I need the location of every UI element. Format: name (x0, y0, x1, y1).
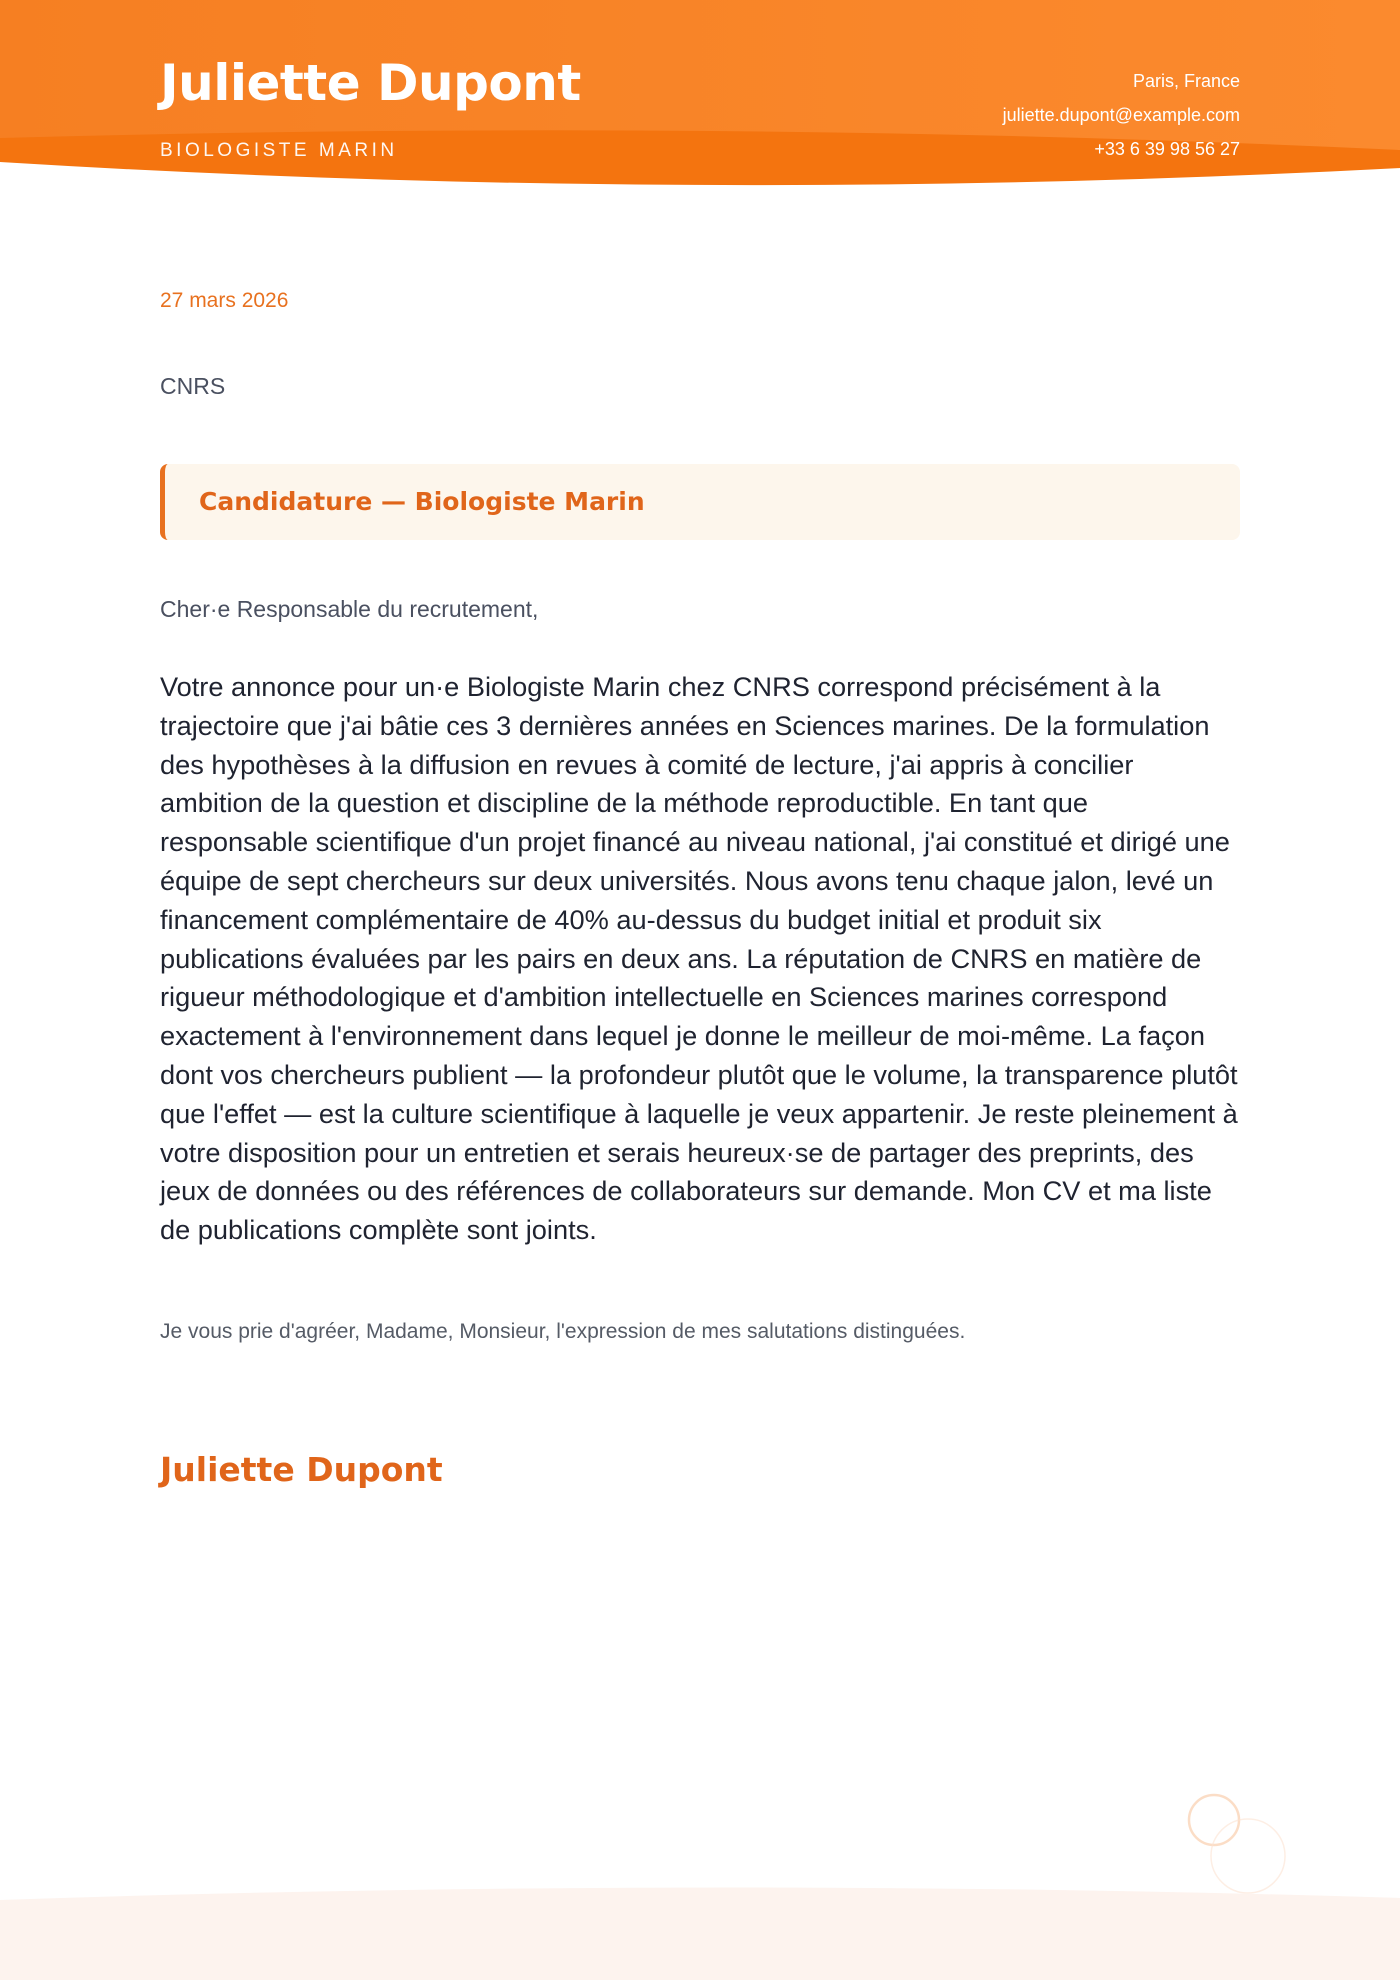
applicant-name: Juliette Dupont (160, 54, 581, 112)
phone-text: +33 6 39 98 56 27 (1094, 139, 1240, 159)
contact-block (1003, 64, 1240, 166)
letter-date: 27 mars 2026 (160, 289, 289, 312)
closing-formula: Je vous prie d'agréer, Madame, Monsieur, l'expression de mes salutations distinguées. (160, 1320, 966, 1343)
recipient-name: CNRS (160, 373, 226, 399)
letter-body: Votre annonce pour un·e Biologiste Marin chez CNRS correspond précisément à la trajectoire que j'ai bâtie ces 3 dernières années en Sciences marines. De la formulation des hypothèses à la diffusion en revues à comité de lecture, j'ai appris à concilier ambition de la question et discipline de la méthode reproductible. En tant que responsable scientifique d'un projet financé au niveau national, j'ai constitué et dirigé une équipe de sept chercheurs sur deux universités. Nous avons tenu chaque jalon, levé un financement complémentaire de 40% au-dessus du budget initial et produit six publications évaluées par les pairs en deux ans. La réputation de CNRS en matière de rigueur méthodologique et d'ambition intellectuelle en Sciences marines correspond exactement à l'environnement dans lequel je donne le meilleur de moi-même. La façon dont vos chercheurs publient — la profondeur plutôt que le volume, la transparence plutôt que l'effet — est la culture scientifique à laquelle je veux appartenir. Je reste pleinement à votre disposition pour un entretien et serais heureux·se de partager des preprints, des jeux de données ou des références de collaborateurs sur demande. Mon CV et ma liste de publications complète sont joints. (160, 671, 1238, 1246)
letterhead (0, 0, 1400, 190)
subject-line: Candidature — Biologiste Marin (199, 487, 645, 516)
signature: Juliette Dupont (160, 1450, 443, 1489)
location-text: Paris, France (1132, 71, 1240, 91)
footer-band (0, 1880, 1400, 1980)
job-title: BIOLOGISTE MARIN (160, 140, 398, 161)
subject-callout (160, 464, 1240, 540)
email-link[interactable]: juliette.dupont@example.com (1002, 105, 1240, 125)
salutation: Cher·e Responsable du recrutement, (160, 596, 539, 622)
